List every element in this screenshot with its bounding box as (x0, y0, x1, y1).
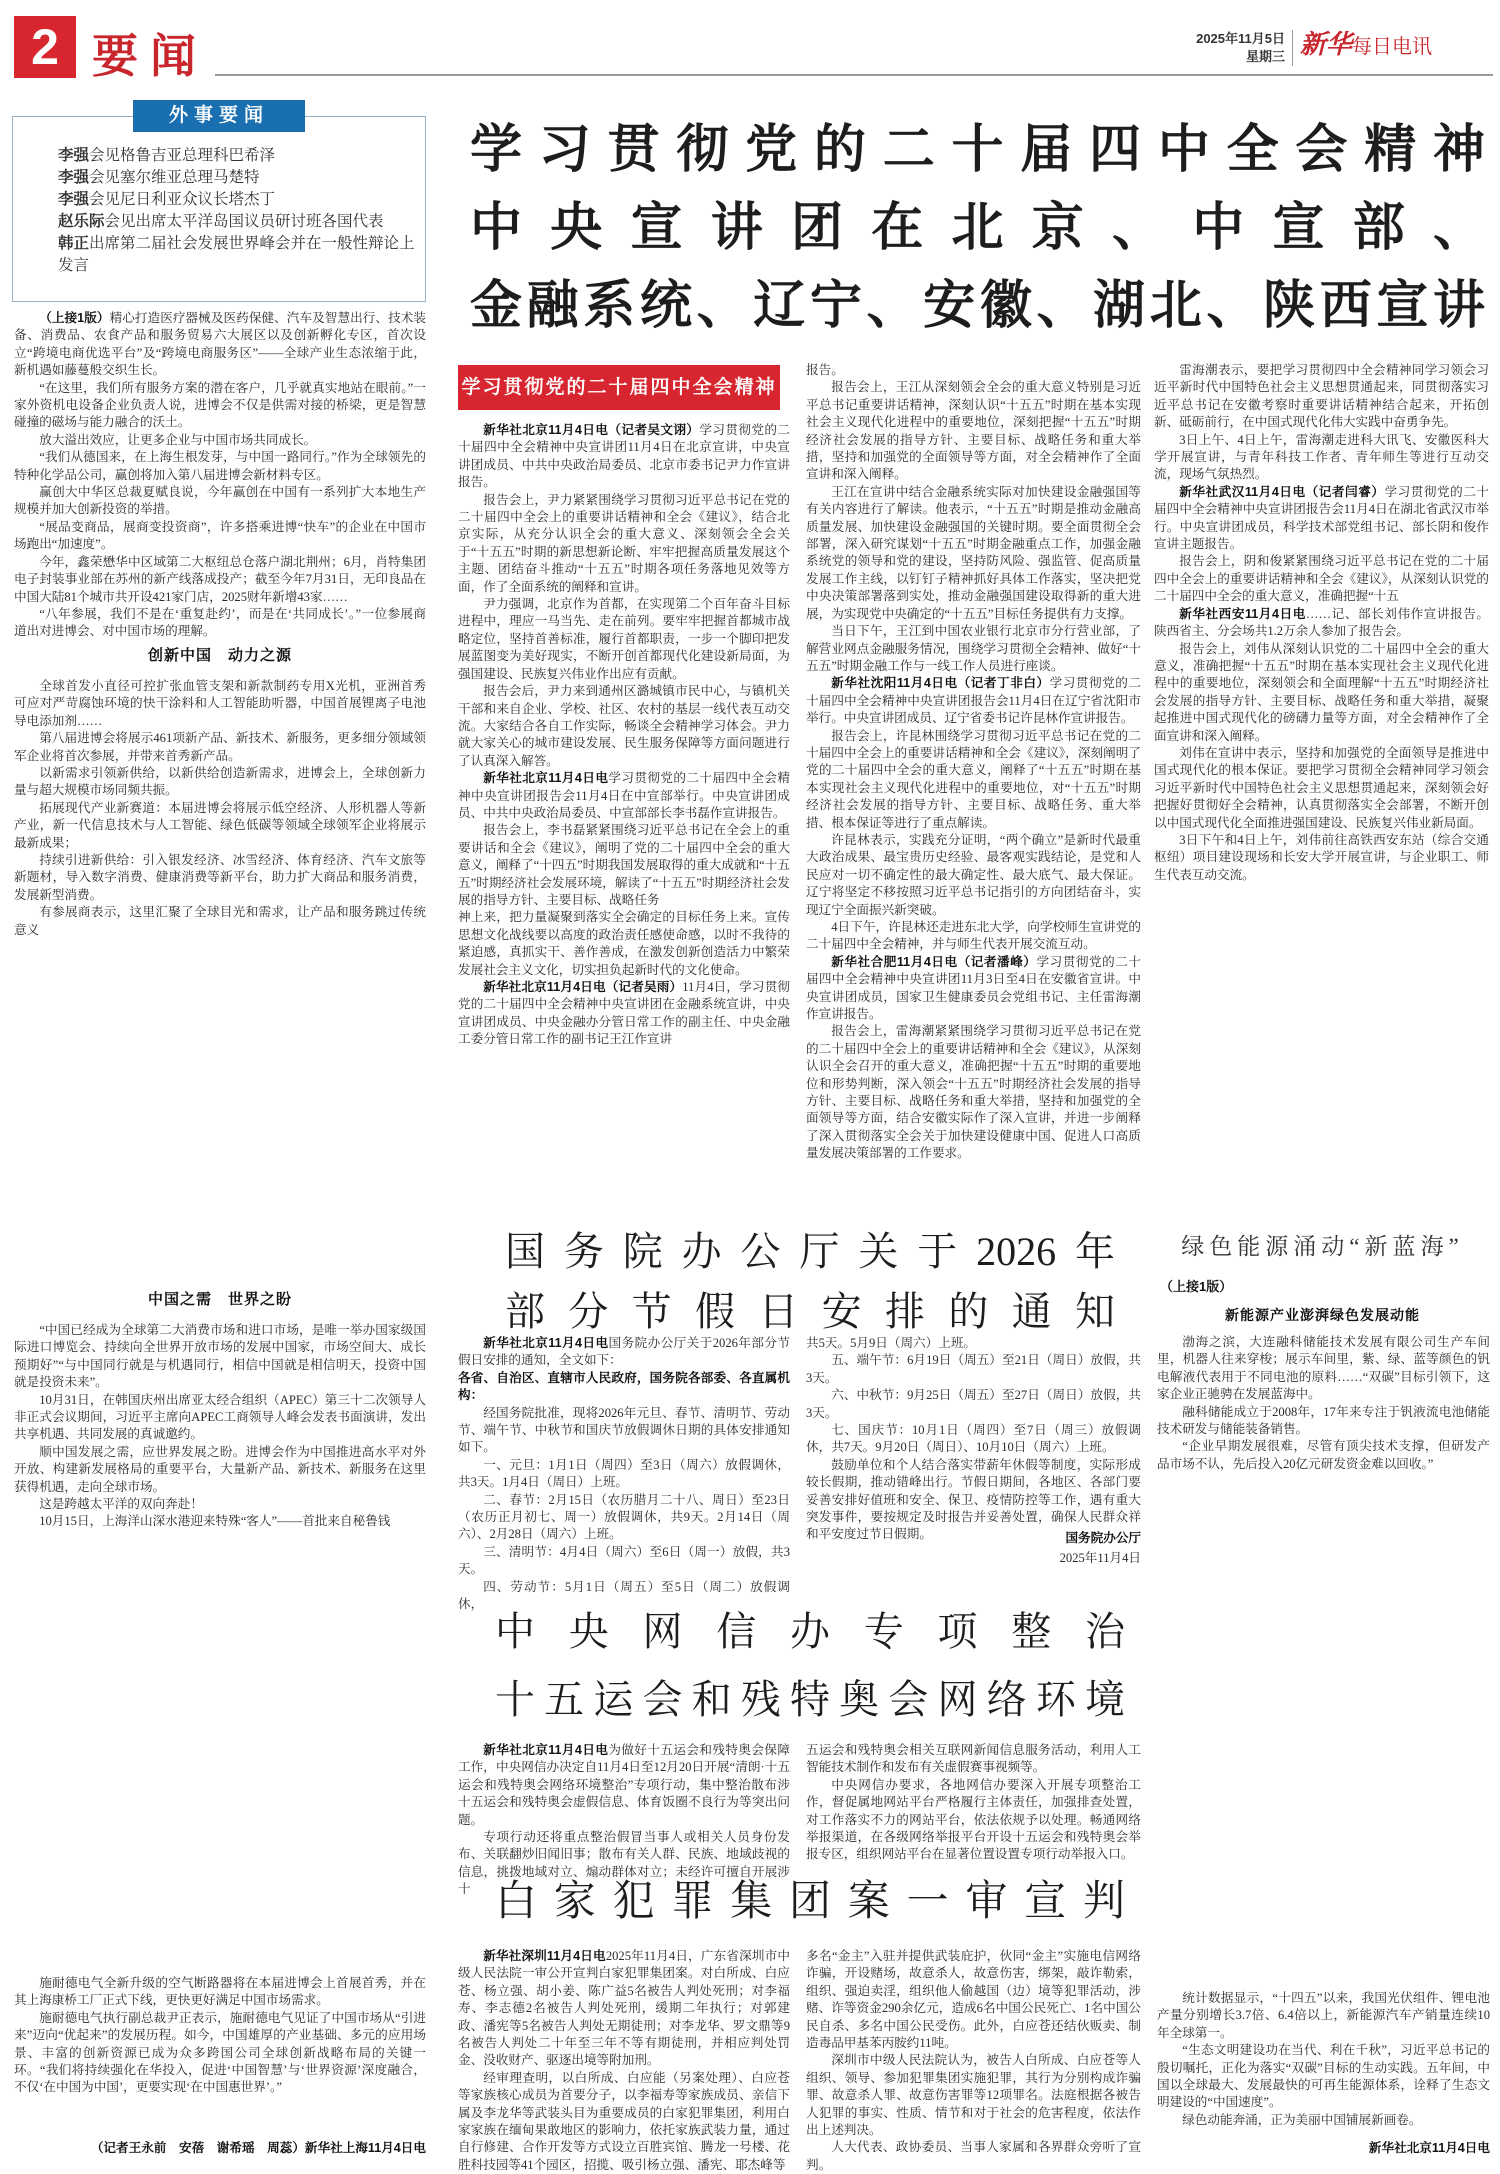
paragraph (806, 484, 1141, 623)
dateline: 新华社北京11月4日电 (483, 771, 609, 786)
paragraph-text: 学习贯彻党的二十届四中全会精神中央宣讲团报告会11月4日在湖北省武汉市举行。中央宣讲团成员，科学技术部党组书记、部长阴和俊作宣讲主题报告。 (1154, 484, 1489, 552)
headline-line: 国务院办公厅关于2026年 (505, 1229, 1115, 1274)
paragraph-text: 报告会上，许昆林围绕学习贯彻习近平总书记在党的二十届四中全会上的重要讲话精神和全会《建议》，深刻阐明了党的二十届四中全会的重大意义，阐释了“十五五”时期在基本实现社会主义现代化进程中的重要地位，对“十五五”时期经济社会发展的指导方针、主要目标、战略任务、重大举措、根本保证等进行了重点解读。 (806, 728, 1141, 830)
paragraph (14, 1392, 426, 1444)
paragraph (458, 1335, 790, 1370)
paragraph (458, 909, 790, 979)
paragraph (458, 596, 790, 683)
paragraph-text: 绿色动能奔涌，正为美丽中国铺展新画卷。 (1182, 2112, 1422, 2127)
dateline: 新华社北京11月4日电（记者吴文诩） (483, 423, 700, 437)
paragraph-text: 3日上午、4日上午，雷海潮走进科大讯飞、安徽医科大学开展宣讲，与青年科技工作者、青年师生等进行互动交流，现场气氛热烈。 (1154, 432, 1489, 482)
paragraph (806, 954, 1141, 1024)
paragraph (14, 904, 426, 939)
paragraph (14, 554, 426, 606)
paragraph-text: 3日下午和4日上午，刘伟前往高铁西安东站（综合交通枢纽）项目建设现场和长安大学开展宣讲，与企业职工、师生代表互动交流。 (1154, 832, 1489, 882)
header-rule (215, 74, 1493, 76)
header-divider (1292, 30, 1293, 66)
green-continued: （上接1版） (1160, 1279, 1233, 1294)
cyber-col1 (458, 1742, 790, 1897)
paragraph-text: 4日下午，许昆林还走进东北大学，向学校师生宣讲党的二十届四中全会精神，并与师生代表开展交流互动。 (806, 920, 1141, 952)
paragraph-text: 学习贯彻党的二十届四中全会精神中央宣讲团报告会11月4日在辽宁省沈阳市举行。中央宣讲团成员、辽宁省委书记许昆林作宣讲报告。 (806, 676, 1141, 726)
paragraph-text: 当日下午，王江到中国农业银行北京市分行营业部，了解营业网点金融服务情况，围绕学习贯彻全会精神、做好“十五五”时期金融工作与一线工作人员进行座谈。 (806, 624, 1141, 673)
paragraph-text: 报告会上，李书磊紧紧围绕习近平总书记在全会上的重要讲话和全会《建议》，阐明了党的二十届四中全会的重大意义，阐释了“十四五”时期我国发展取得的重大成就和“十五五”时期经济社会发展环境，解读了“十五五”时期经济社会发展的指导方针、主要目标、战略任务 (458, 823, 790, 907)
dateline: 新华社沈阳11月4日电（记者丁非白） (831, 676, 1050, 691)
logo-script: 新华 (1300, 30, 1353, 59)
foreign-news-item[interactable]: 李强会见格鲁吉亚总理科巴希泽 (58, 147, 276, 164)
paragraph (806, 832, 1141, 919)
paragraph (1154, 745, 1489, 832)
paragraph (806, 919, 1141, 954)
headline-line: 金融系统、辽宁、安徽、湖北、陕西宣讲 (470, 278, 1485, 335)
paragraph-text: 四、劳动节：5月1日（周五）至5日（周二）放假调休， (458, 1579, 790, 1612)
paragraph-text: 五、端午节：6月19日（周五）至21日（周日）放假，共3天。 (806, 1353, 1141, 1385)
foreign-news-item[interactable]: 赵乐际会见出席太平洋岛国议员研讨班各国代表 (58, 213, 384, 230)
paragraph (458, 683, 790, 770)
dateline: 新华社北京11月4日电 (483, 1743, 609, 1757)
green-byline: 新华社北京11月4日电 (1368, 2141, 1490, 2155)
paragraph-text: 学习贯彻党的二十届四中全会精神中央宣讲团报告会11月4日在中宣部举行。中央宣讲团成员、中共中央政治局委员、中宣部部长李书磊作宣讲报告。 (458, 771, 790, 820)
green-story-top (1157, 1334, 1490, 1954)
paragraph (458, 1742, 790, 1829)
paragraph-text: “生态文明建设功在当代、利在千秋”，习近平总书记的殷切嘱托，正化为落实“双碳”目标的生动实践。五年间，中国以全球最大、发展最快的可再生能源体系，诠释了生态文明建设的“中国速度”。 (1157, 2043, 1490, 2110)
date-text: 2025年11月5日 (1196, 31, 1285, 46)
paragraph-text: 经审理查明，以白所成、白应能（另案处理）、白应苍等家族核心成员为首要分子，以李福寿等家族成员、亲信下属及李龙华等武装头目为重要成员的白家犯罪集团，利用白家家族在缅甸果敢地区的影响力，依托家族武装力量，通过自行修建、合作开发等方式设立百胜宾馆、腾龙一号楼、花胜科技园等41个园区，招揽、吸引杨立强、潘宪、耶杰峰等 (458, 2070, 790, 2172)
holiday-col1 (458, 1335, 790, 1612)
paragraph-text: 报告会上，尹力紧紧围绕学习贯彻习近平总书记在党的二十届四中全会上的重要讲话精神和全会《建议》，结合北京实际，从充分认识全会的重大意义、深刻领会全会关于“十五五”时期的新思想新论断、牢牢把握高质量发展这个主题、团结奋斗推动“十五五”时期各项任务落地见效等方面，作了全面系统的阐释和宣讲。 (458, 492, 790, 594)
paragraph (458, 822, 790, 909)
paragraph (806, 675, 1141, 727)
paragraph (14, 765, 426, 800)
paragraph (14, 1513, 426, 1530)
paragraph (458, 1948, 790, 2070)
paragraph-text: 2025年11月4日，广东省深圳市中级人民法院一审公开宣判白家犯罪集团案。对白所成、白应苍、杨立强、胡小姜、陈广益5名被告人判处死刑；对李福寿、李志德2名被告人判处死刑，缓期二年执行；对郭建政、潘宪等5名被告人判处无期徒刑；对李龙华、罗文鼎等9名被告人判处二十年至三年不等有期徒刑，并相应判处罚金、没收财产、驱逐出境等附加刑。 (458, 1949, 790, 2068)
paragraph-text: 以新需求引领新供给，以新供给创造新需求，进博会上，全球创新力量与超大规模市场同频共振。 (14, 766, 426, 798)
page-number: 2 (14, 16, 76, 78)
paragraph (14, 449, 426, 484)
paragraph (14, 852, 426, 904)
paragraph-text: 10月15日，上海洋山深水港迎来特殊“客人”——首批来自秘鲁钱 (39, 1514, 391, 1529)
paragraph (1157, 1334, 1490, 1404)
paragraph (458, 492, 790, 596)
paragraph-text: 王江在宣讲中结合金融系统实际对加快建设金融强国等有关内容进行了解读。他表示，“十五五”时期是推动金融高质量发展、加快建设金融强国的关键时期。要全面贯彻全会部署，深入研究谋划“十五五”时期金融重点工作，加强金融系统党的领导和党的建设，坚持防风险、强监管、促高质量发展工作主线，以钉钉子精神抓好具体工作落实，坚决把党中央决策部署落到实处，推动金融强国建设取得新的重大进展，为实现党中央确定的“十五五”目标任务提供有力支撑。 (806, 484, 1141, 621)
paragraph (1154, 432, 1489, 484)
paragraph-text: 报告。 (806, 363, 844, 377)
paragraph-text: 顺中国发展之需，应世界发展之盼。进博会作为中国推进高水平对外开放、构建新发展格局的重要平台，大量新产品、新技术、新服务在这里获得机遇，走向全球市场。 (14, 1444, 426, 1494)
paragraph (14, 380, 426, 432)
paragraph (1157, 1404, 1490, 1439)
paragraph-text: 多名“金主”入驻并提供武装庇护，伙同“金主”实施电信网络诈骗，开设赌场，故意杀人，故意伤害，绑架，敲诈勒索，组织、强迫卖淫，组织他人偷越国（边）境等犯罪活动，涉赌、诈等资金290余亿元，造成6名中国公民死亡、1名中国公民自杀、多名中国公民受伤。此外，白应苍还结伙贩卖、制造毒品甲基苯丙胺约11吨。 (806, 1949, 1141, 2051)
crime-headline[interactable] (495, 1872, 1125, 1932)
paragraph-text: 国务院办公厅关于2026年部分节假日安排的通知，全文如下： (458, 1336, 790, 1368)
paragraph (14, 678, 426, 730)
paragraph-text: 这是跨越太平洋的双向奔赴！ (39, 1497, 203, 1512)
paragraph (458, 979, 790, 1049)
foreign-news-title: 外事要闻 (133, 100, 305, 132)
paragraph-text: 雷海潮表示，要把学习贯彻四中全会精神同学习领会习近平新时代中国特色社会主义思想贯通起来，同贯彻落实习近平总书记在安徽考察时重要讲话精神结合起来，开拓创新、砥砺前行，在中国式现代化伟大实践中奋勇争先。 (1154, 363, 1489, 430)
expo-subhead-1: 创新中国 动力之源 (147, 647, 292, 664)
paragraph-text: 10月31日，在韩国庆州出席亚太经合组织（APEC）第三十二次领导人非正式会议期间，习近平主席向APEC工商领导人峰会发表书面演讲，发出共享机遇、共同发展的真诚邀约。 (14, 1392, 426, 1442)
paragraph-text: 施耐德电气执行副总裁尹正表示，施耐德电气见证了中国市场从“引进来”迈向“优起来”的发展历程。如今，中国雄厚的产业基础、多元的应用场景、丰富的创新资源已成为众多跨国公司全球创新战略布局的关键一环。“我们将持续强化在华投入，促进‘中国智慧’与‘世界资源’深度融合，不仅‘在中国为中国’，更要实现‘在中国惠世界’。” (14, 2010, 426, 2095)
dateline: 各省、自治区、直辖市人民政府，国务院各部委、各直属机构： (458, 1370, 790, 1403)
paragraph (1154, 553, 1489, 605)
paragraph (1157, 2042, 1490, 2112)
paragraph-text: 报告会上，刘伟从深刻认识党的二十届四中全会的重大意义，准确把握“十五五”时期在基本实现社会主义现代化进程中的重要地位，深刻领会和全面理解“十五五”时期经济社会发展的指导方针、主要目标、战略任务和重大举措，凝聚起推进中国式现代化的磅礴力量等方面，对全会精神作了全面宣讲和深入阐释。 (1154, 641, 1489, 743)
lead-story-col1 (458, 422, 790, 1202)
paragraph (806, 2139, 1141, 2174)
paragraph (458, 2070, 790, 2174)
holiday-issuer: 国务院办公厅 (1065, 1531, 1141, 1545)
paragraph (806, 362, 1141, 379)
paragraph (14, 1444, 426, 1496)
paragraph-text: 放大溢出效应，让更多企业与中国市场共同成长。 (39, 432, 317, 447)
paragraph (1157, 1990, 1490, 2042)
paragraph (806, 1948, 1141, 2052)
paragraph-text: 人大代表、政协委员、当事人家属和各界群众旁听了宣判。 (806, 2140, 1141, 2172)
paragraph (806, 728, 1141, 832)
paragraph-text: 二、春节：2月15日（农历腊月二十八、周日）至23日（农历正月初七、周一）放假调休，共9天。2月14日（周六）、2月28日（周六）上班。 (458, 1492, 790, 1542)
headline-line: 十五运会和残特奥会网络环境 (495, 1677, 1125, 1722)
headline-line: 中央网信办专项整治 (495, 1609, 1125, 1654)
paragraph (1154, 362, 1489, 432)
paragraph-text: 许昆林表示，实践充分证明，“两个确立”是新时代最重大政治成果、最宝贵历史经验、最客观实践结论，是党和人民应对一切不确定性的最大确定性、最大底气、最大保证。辽宁将坚定不移按照习近平总书记指引的方向团结奋斗，实现辽宁全面振兴新突破。 (806, 832, 1141, 917)
paragraph-text: 尹力强调，北京作为首都，在实现第二个百年奋斗目标进程中，理应一马当先、走在前列。要牢牢把握首都城市战略定位，坚持首善标准，履行首都职责，一步一个脚印把发展蓝图变为美好现实，不断开创首都现代化建设新局面，为强国建设、民族复兴伟业作出应有贡献。 (458, 597, 790, 681)
headline-line: 部分节假日安排的通知 (505, 1289, 1115, 1334)
paragraph (1157, 2112, 1490, 2129)
expo-story-block-d (14, 1975, 426, 2135)
paragraph-text: 渤海之滨，大连融科储能技术发展有限公司生产车间里，机器人往来穿梭；展示车间里，紫、绿、蓝等颜色的钒电解液代表用于不同电池的原料……“双碳”目标引领下，这家企业正驰骋在发展蓝海中。 (1157, 1335, 1490, 1402)
paragraph (1154, 832, 1489, 884)
paragraph-text: 深圳市中级人民法院认为，被告人白所成、白应苍等人组织、领导、参加犯罪集团实施犯罪，其行为分别构成诈骗罪、故意杀人罪、故意伤害罪等12项罪名。法庭根据各被告人犯罪的事实、性质、情节和对于社会的危害程度，依法作出上述判决。 (806, 2053, 1141, 2138)
section-title: 要闻 (92, 31, 208, 82)
paragraph-text: “企业早期发展很难，尽管有顶尖技术支撑，但研发产品市场不认，先后投入20亿元研发资金难以回收。” (1157, 1439, 1490, 1471)
issue-date (1190, 30, 1285, 66)
dateline: （上接1版） (39, 311, 110, 325)
paragraph-text: 六、中秋节：9月25日（周五）至27日（周日）放假，共3天。 (806, 1388, 1141, 1420)
expo-byline: （记者王永前 安蓓 谢希瑶 周蕊）新华社上海11月4日电 (90, 2141, 426, 2155)
paragraph (806, 2052, 1141, 2139)
dateline: 新华社合肥11月4日电（记者潘峰） (831, 954, 1037, 969)
paragraph (806, 1335, 1141, 1352)
foreign-news-item[interactable]: 李强会见塞尔维亚总理马楚特 (58, 169, 260, 186)
paragraph-text: 精心打造医疗器械及医药保健、汽车及智慧出行、技术装备、消费品、农食产品和服务贸易六大展区以及创新孵化专区，首次设立“跨境电商优选平台”及“跨境电商服务区”——全球产业生态浓缩于此，新机遇如藤蔓般交织生长。 (14, 311, 426, 378)
paragraph-text: 为做好十五运会和残特奥会保障工作，中央网信办决定自11月4日至12月20日开展“清朗·十五运会和残特奥会网络环境整治”专项行动，集中整治散布涉十五运会和残特奥会虚假信息、体育饭圈不良行为等突出问题。 (458, 1743, 790, 1827)
cyber-col2 (806, 1742, 1141, 1862)
foreign-news-item[interactable]: 韩正出席第二届社会发展世界峰会并在一般性辩论上发言 (58, 235, 415, 274)
paragraph (806, 1422, 1141, 1457)
newspaper-logo (1300, 24, 1432, 61)
paragraph-text: 学习贯彻党的二十届四中全会精神中央宣讲团11月4日在北京宣讲，中央宣讲团成员、中共中央政治局委员、北京市委书记尹力作宣讲报告。 (458, 423, 790, 490)
lead-story-col3 (1154, 362, 1489, 1202)
paragraph-text: 报告会后，尹力来到通州区潞城镇市民中心，与镇机关干部和来自企业、学校、社区、农村的基层一线代表互动交流。大家结合各自工作实际，畅谈全会精神学习体会。尹力就大家关心的城市建设发展、民生服务保障等方面问题进行了认真深入解答。 (458, 684, 790, 768)
paragraph (458, 1370, 790, 1405)
paragraph (1154, 641, 1489, 745)
paragraph (458, 770, 790, 822)
paragraph (806, 623, 1141, 675)
paragraph-text: ……记、部长刘伟作宣讲报告。陕西省主、分会场共1.2万余人参加了报告会。 (1154, 606, 1489, 639)
crime-col2 (806, 1948, 1141, 2172)
paragraph-text: 五运会和残特奥会相关互联网新闻信息服务活动，利用人工智能技术制作和发布有关虚假赛事视频等。 (806, 1743, 1141, 1775)
holiday-issue-date: 2025年11月4日 (1059, 1551, 1141, 1565)
paragraph-text: “中国已经成为全球第二大消费市场和进口市场，是唯一举办国家级国际进口博览会、持续向全世界开放市场的发展中国家，市场空间大、成长预期好”“与中国同行就是与机遇同行，相信中国就是相信明天，投资中国就是投资未来”。 (14, 1323, 426, 1390)
lead-headline[interactable] (470, 112, 1485, 346)
paragraph-text: 共5天。5月9日（周六）上班。 (806, 1336, 977, 1350)
paragraph (806, 1023, 1141, 1162)
weekday-text: 星期三 (1245, 49, 1285, 64)
expo-story-block-b (14, 678, 426, 1278)
paragraph (14, 606, 426, 641)
headline-line: 中央宣讲团在北京、中宣部、 (470, 200, 1485, 257)
paragraph (1154, 606, 1489, 641)
expo-subhead-2: 中国之需 世界之盼 (147, 1291, 292, 1308)
paragraph-text: 专项行动还将重点整治假冒当事人或相关人员身份发布、关联翻炒旧闻旧事；散布有关人群、民族、地域歧视的信息，挑拨地域对立、煽动群体对立；未经许可擅自开展涉十 (458, 1830, 790, 1897)
paragraph (458, 422, 790, 492)
paragraph (806, 379, 1141, 483)
paragraph (458, 1492, 790, 1544)
foreign-news-item[interactable]: 李强会见尼日利亚众议长塔杰丁 (58, 191, 276, 208)
paragraph (14, 310, 426, 380)
paragraph-text: 报告会上，王江从深刻领会全会的重大意义特别是习近平总书记重要讲话精神，深刻认识“十五五”时期在基本实现社会主义现代化进程中的重要地位，深刻把握“十五五”时期经济社会发展的指导方针、主要目标、战略任务和重大举措，坚持和加强党的全面领导等方面，对全会精神作了全面宣讲和深入阐释。 (806, 380, 1141, 482)
paragraph (14, 800, 426, 852)
paragraph (458, 1405, 790, 1457)
paragraph (14, 484, 426, 519)
paragraph (806, 1387, 1141, 1422)
paragraph (14, 1496, 426, 1513)
paragraph-text: 一、元旦：1月1日（周四）至3日（周六）放假调休，共3天。1月4日（周日）上班。 (458, 1457, 790, 1490)
paragraph (806, 1777, 1141, 1864)
paragraph (1157, 1438, 1490, 1473)
paragraph-text: 施耐德电气全新升级的空气断路器将在本届进博会上首展首秀，并在其上海康桥工厂正式下线，更快更好满足中国市场需求。 (14, 1976, 426, 2008)
paragraph-text: 七、国庆节：10月1日（周四）至7日（周三）放假调休，共7天。9月20日（周日）、10月10日（周六）上班。 (806, 1423, 1141, 1455)
expo-story-block-c (14, 1322, 426, 1942)
paragraph (14, 1322, 426, 1392)
paragraph (14, 2010, 426, 2097)
paragraph-text: 有参展商表示，这里汇聚了全球目光和需求，让产品和服务跳过传统意义 (14, 905, 426, 937)
expo-story-block-a (14, 310, 426, 640)
paragraph-text: 第八届进博会将展示461项新产品、新技术、新服务，更多细分领域领军企业将首次参展，并带来首秀新产品。 (14, 731, 426, 763)
logo-text: 每日电讯 (1352, 36, 1433, 58)
paragraph-text: 今年，鑫荣懋华中区域第二大枢纽总仓落户湖北荆州；6月，肖特集团电子封装事业部在苏州的新产线落成投产；截至今年7月31日，无印良品在中国大陆81个城市共开设421家门店，2025财年新增43家…… (14, 554, 426, 604)
paragraph-text: 统计数据显示，“十四五”以来，我国光伏组件、锂电池产量分别增长3.7倍、6.4倍以上，新能源汽车产销量连续10年全球第一。 (1157, 1991, 1490, 2040)
paragraph (458, 1457, 790, 1492)
paragraph (1154, 484, 1489, 554)
paragraph-text: 报告会上，阴和俊紧紧围绕习近平总书记在党的二十届四中全会上的重要讲话精神和全会《建议》，从深刻认识党的二十届四中全会的重大意义，准确把握“十五 (1154, 554, 1489, 604)
crime-col1 (458, 1948, 790, 2172)
paragraph-text: “我们从德国来，在上海生根发芽，与中国一路同行。”作为全球领先的特种化学品公司，赢创将加入第八届进博会新材料专区。 (14, 450, 426, 482)
paragraph-text: 经国务院批准，现将2026年元旦、春节、清明节、劳动节、端午节、中秋节和国庆节放假调休日期的具体安排通知如下。 (458, 1405, 790, 1455)
paragraph (14, 519, 426, 554)
headline-line: 学习贯彻党的二十届四中全会精神 (470, 122, 1485, 179)
cyber-headline[interactable] (495, 1598, 1125, 1734)
dateline: 新华社北京11月4日电 (483, 1336, 609, 1350)
paragraph-text: 三、清明节：4月4日（周六）至6日（周一）放假，共3天。 (458, 1544, 790, 1577)
paragraph (806, 1742, 1141, 1777)
paragraph-text: 全球首发小直径可控扩张血管支架和新款制药专用X光机，亚洲首秀可应对严苛腐蚀环境的快干涂料和人工智能助听器，中国首展锂离子电池导电添加剂…… (14, 679, 426, 728)
paragraph-text: 神上来，把力量凝聚到落实全会确定的目标任务上来。宣传思想文化战线要以高度的政治责任感使命感，以时不我待的紧迫感，真抓实干、善作善成，在激发创新创造活力中繁荣发展社会主义文化，切实担负起新时代的文化使命。 (458, 910, 790, 977)
holiday-headline[interactable] (505, 1222, 1115, 1342)
paragraph-text: 11月4日，学习贯彻党的二十届四中全会精神中央宣讲团在金融系统宣讲，中央宣讲团成员、中央金融办分管日常工作的副主任、中央金融工委分管日常工作的副书记王江作宣讲 (458, 980, 790, 1047)
paragraph-text: 刘伟在宣讲中表示，坚持和加强党的全面领导是推进中国式现代化的根本保证。要把学习贯彻全会精神同学习领会习近平新时代中国特色社会主义思想贯通起来，深刻领会好把握好贯彻好全会精神，认真贯彻落实全会部署，不断开创以中国式现代化全面推进强国建设、民族复兴伟业新局面。 (1154, 745, 1489, 830)
paragraph (14, 432, 426, 449)
paragraph-text: 学习贯彻党的二十届四中全会精神中央宣讲团11月3日至4日在安徽省宣讲。中央宣讲团成员，国家卫生健康委员会党组书记、主任雷海潮作宣讲报告。 (806, 954, 1141, 1022)
paragraph (14, 1975, 426, 2010)
paragraph-text: “八年参展，我们不是在‘重复赴约’，而是在‘共同成长’。”一位参展商道出对进博会、对中国市场的理解。 (14, 606, 426, 639)
paragraph-text: 赢创大中华区总裁夏赋良说，今年赢创在中国有一系列扩大本地生产规模并加大创新投资的举措。 (14, 485, 426, 517)
foreign-news-list (28, 145, 418, 277)
green-story-bottom (1157, 1990, 1490, 2138)
dateline: 新华社西安11月4日电 (1179, 606, 1306, 621)
paragraph-text: 中央网信办要求，各地网信办要深入开展专项整治工作，督促属地网站平台严格履行主体责任，加强排查处置，对工作落实不力的网站平台，依法依规予以处理。畅通网络举报渠道，在各级网络举报平台开设十五运会和残特奥会举报专区，组织网站平台在显著位置设置专项行动举报入口。 (806, 1777, 1141, 1862)
paragraph-text: 鼓励单位和个人结合落实带薪年休假等制度，实际形成较长假期，推动错峰出行。节假日期间，各地区、各部门要妥善安排好值班和安全、保卫、疫情防控等工作，遇有重大突发事件，要按规定及时报告并妥善处置，确保人民群众祥和平安度过节日假期。 (806, 1457, 1141, 1542)
paragraph-text: 融科储能成立于2008年，17年来专注于钒液流电池储能技术研发与储能装备销售。 (1157, 1404, 1490, 1437)
paragraph (806, 1352, 1141, 1387)
paragraph (14, 730, 426, 765)
paragraph-text: 报告会上，雷海潮紧紧围绕学习贯彻习近平总书记在党的二十届四中全会上的重要讲话精神和全会《建议》，从深刻认识全会召开的重大意义，准确把握“十五五”时期的重要地位和形势判断，深入领会“十五五”时期经济社会发展的指导方针、主要目标、战略任务和重大举措，坚持和加强党的全面领导等方面，结合安徽实际作了深入宣讲，并进一步阐释了深入贯彻落实全会关于加快建设健康中国、促进人口高质量发展决策部署的工作要求。 (806, 1024, 1141, 1161)
lead-story-col2 (806, 362, 1141, 1202)
dateline: 新华社武汉11月4日电（记者闫睿） (1179, 484, 1385, 499)
paragraph-text: 持续引进新供给：引入银发经济、冰雪经济、体育经济、汽车文旅等新题材，导入数字消费、健康消费等新平台，助力扩大商品和服务消费，发展新型消费。 (14, 853, 426, 902)
paragraph-text: “展品变商品，展商变投资商”，许多搭乘进博“快车”的企业在中国市场跑出“加速度”。 (14, 519, 426, 552)
dateline: 新华社深圳11月4日电 (483, 1949, 606, 1963)
headline-line: 白家犯罪集团案一审宣判 (495, 1879, 1125, 1925)
topic-banner: 学习贯彻党的二十届四中全会精神 (458, 365, 780, 410)
dateline: 新华社北京11月4日电（记者吴雨） (483, 980, 683, 994)
paragraph-text: 拓展现代产业新赛道：本届进博会将展示低空经济、人形机器人等新产业，新一代信息技术与人工智能、绿色低碳等领域全球领军企业将展示最新成果； (14, 800, 426, 850)
paragraph (458, 1544, 790, 1579)
green-story-title[interactable]: 绿色能源涌动“新蓝海” (1181, 1234, 1464, 1259)
green-subhead: 新能源产业澎湃绿色发展动能 (1225, 1307, 1420, 1323)
paragraph-text: “在这里，我们所有服务方案的潜在客户，几乎就真实地站在眼前。”一家外资机电设备企业负责人说，进博会不仅是供需对接的桥梁，更是智慧碰撞的磁场与能力融合的沃土。 (14, 380, 426, 430)
